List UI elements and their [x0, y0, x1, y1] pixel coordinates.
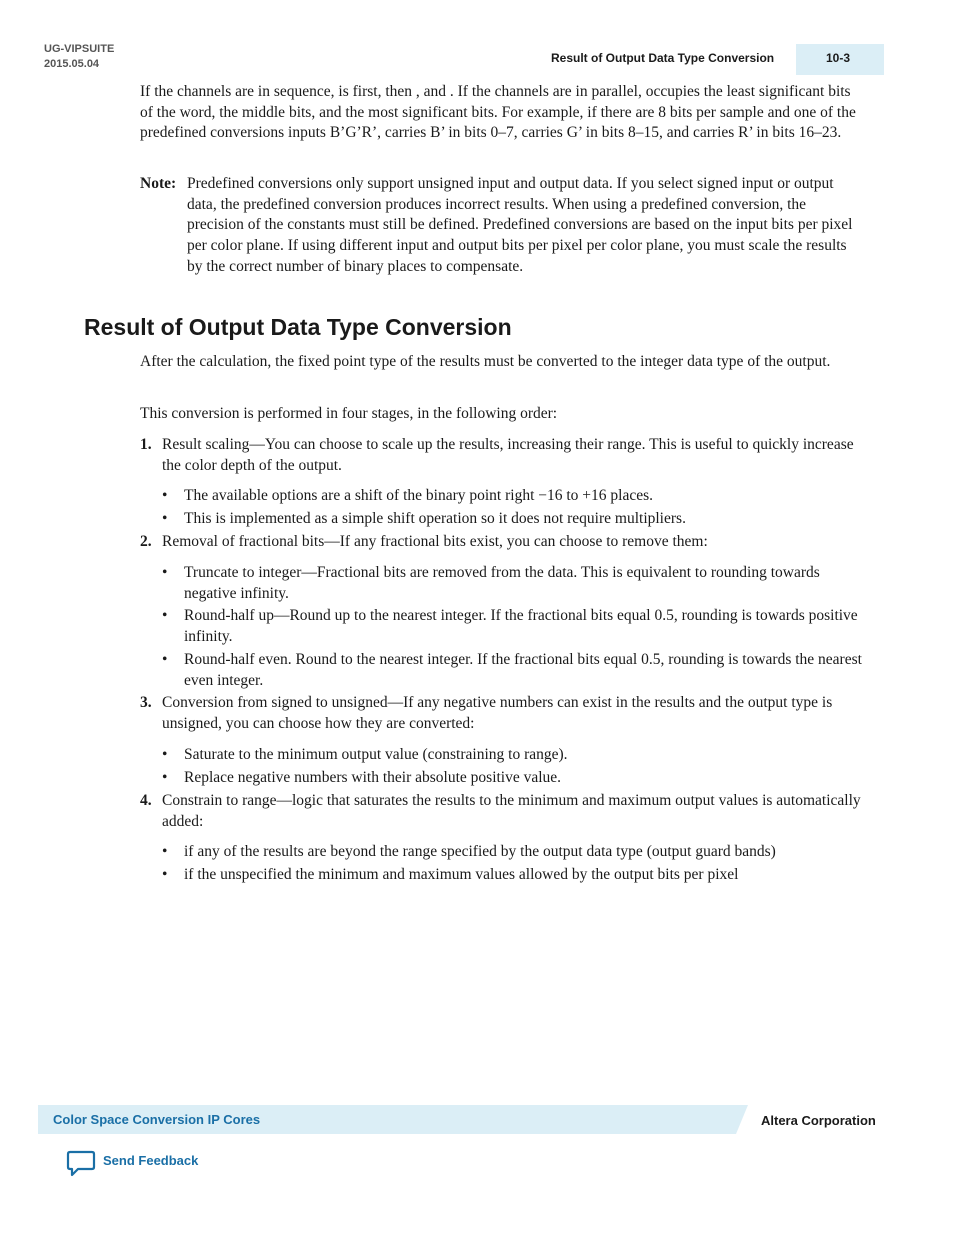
step-text: Result scaling—You can choose to scale up the results, increasing their range. This is useful to quickly increase the color depth of the output. — [162, 436, 854, 474]
bullet-icon: • — [162, 866, 168, 883]
page-number: 10-3 — [826, 51, 851, 65]
section-paragraph-2: This conversion is performed in four stages, in the following order: — [140, 405, 558, 422]
footer-document-title-link[interactable]: Color Space Conversion IP Cores — [53, 1112, 261, 1127]
list-item: Round-half even. Round to the nearest integer. If the fractional bits equal 0.5, rounding is towards the nearest even integer. — [184, 651, 862, 689]
step-text: Conversion from signed to unsigned—If any negative numbers can exist in the results and the output type is unsigned, you can choose how they are converted: — [162, 694, 833, 732]
step-text: Removal of fractional bits—If any fractional bits exist, you can choose to remove them: — [162, 533, 708, 550]
document-id — [44, 42, 114, 72]
intro-paragraph: If the channels are in sequence, is first, then , and . If the channels are in parallel, occupies the least significant bits of the word, the middle bits, and the most significant bits. For example, if there are 8 bits per sample and one of the predefined conversions inputs B’G’R’, carries B’ in bits 0–7, carries G’ in bits 8–15, and carries R’ in bits 16–23. — [140, 83, 856, 142]
step-number: 3. — [140, 694, 152, 711]
running-header-title: Result of Output Data Type Conversion — [551, 51, 775, 65]
list-item: Saturate to the minimum output value (constraining to range). — [184, 746, 568, 763]
send-feedback-link[interactable]: Send Feedback — [103, 1153, 199, 1168]
step-number: 2. — [140, 533, 152, 550]
speech-bubble-icon[interactable] — [66, 1150, 96, 1178]
section-heading: Result of Output Data Type Conversion — [84, 314, 512, 340]
footer-company: Altera Corporation — [761, 1113, 876, 1128]
step-number: 4. — [140, 792, 152, 809]
bullet-icon: • — [162, 564, 168, 581]
bullet-icon: • — [162, 487, 168, 504]
list-item: Replace negative numbers with their absolute positive value. — [184, 769, 562, 786]
list-item: This is implemented as a simple shift operation so it does not require multipliers. — [184, 510, 686, 527]
page-number-tab — [796, 44, 884, 75]
doc-id-date: 2015.05.04 — [44, 58, 100, 70]
list-item: The available options are a shift of the binary point right −16 to +16 places. — [184, 487, 654, 504]
list-item: if the unspecified the minimum and maximum values allowed by the output bits per pixel — [184, 866, 739, 883]
bullet-icon: • — [162, 746, 168, 763]
step-text: Constrain to range—logic that saturates the results to the minimum and maximum output values is automatically added: — [162, 792, 861, 830]
bullet-icon: • — [162, 843, 168, 860]
note-label: Note: — [140, 175, 177, 192]
list-item: Truncate to integer—Fractional bits are removed from the data. This is equivalent to rounding towards negative infinity. — [184, 564, 820, 602]
doc-id-code: UG-VIPSUITE — [44, 43, 115, 55]
list-item: if any of the results are beyond the range specified by the output data type (output guard bands) — [184, 843, 776, 860]
bullet-icon: • — [162, 607, 168, 624]
bullet-icon: • — [162, 769, 168, 786]
step-number: 1. — [140, 436, 152, 453]
section-paragraph-1: After the calculation, the fixed point type of the results must be converted to the integer data type of the output. — [140, 353, 831, 370]
bullet-icon: • — [162, 510, 168, 527]
list-item: Round-half up—Round up to the nearest integer. If the fractional bits equal 0.5, rounding is towards positive infinity. — [184, 607, 858, 645]
note-text: Predefined conversions only support unsigned input and output data. If you select signed input or output data, the predefined conversion produces incorrect results. When using a predefined conversion, the precision of the constants must still be defined. Predefined conversions are based on the input bits per pixel per color plane. If using different input and output bits per pixel per color plane, you must scale the results by the correct number of binary places to compensate. — [187, 175, 853, 275]
bullet-icon: • — [162, 651, 168, 668]
